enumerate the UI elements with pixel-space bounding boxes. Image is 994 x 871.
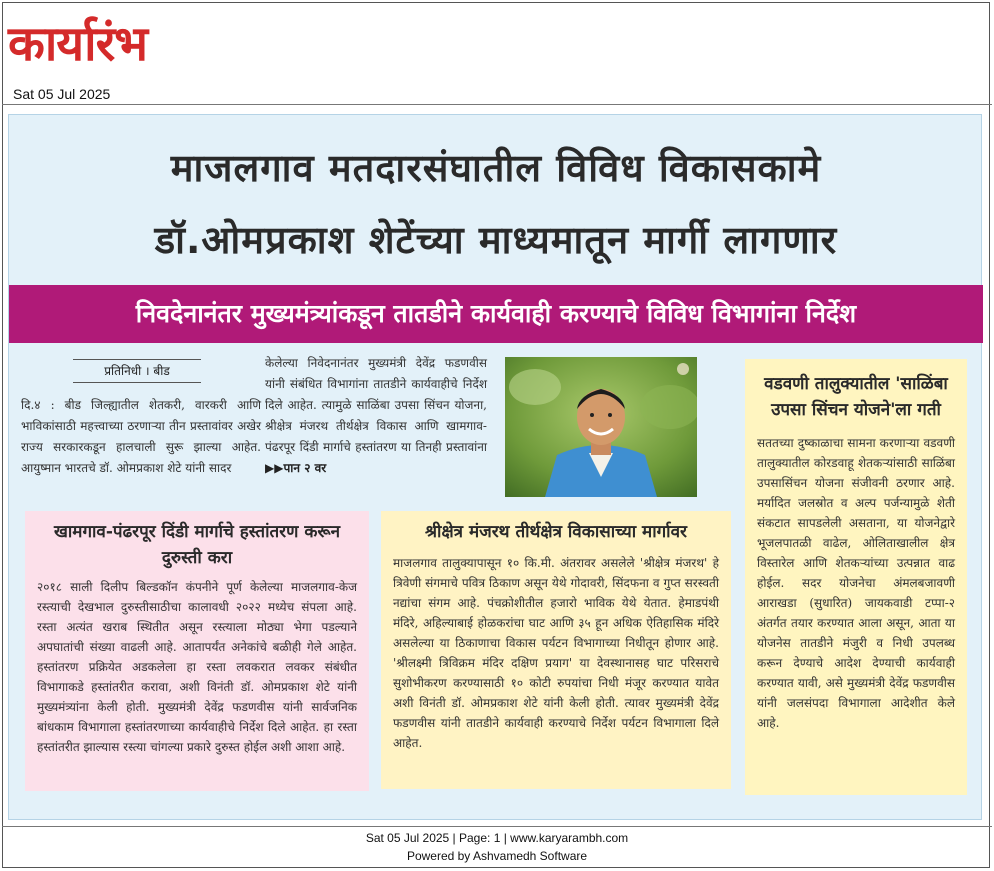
footer-credit: Powered by Ashvamedh Software bbox=[406, 849, 588, 863]
newspaper-page bbox=[8, 114, 982, 820]
headline-line-2: डॉ.ओमप्रकाश शेटेंच्या माध्यमातून मार्गी लागणार bbox=[154, 218, 838, 262]
lead-column-1: दि.४ : बीड जिल्ह्यातील शेतकरी, वारकरी आणि भाविकांसाठी महत्त्वाच्या ठरणाऱ्या तीन प्रस्तावांवर अखेर राज्य सरकारकडून हालचाली सुरू झाल्या आहेत. आयुष्मान भारतचे डॉ. ओमप्रकाश शेटे यांनी सादर bbox=[21, 398, 261, 475]
continued-marker: ▶▶पान २ वर bbox=[265, 461, 327, 475]
portrait-illustration bbox=[505, 357, 697, 497]
footer-info[interactable]: Sat 05 Jul 2025 | Page: 1 | www.karyarambh.com bbox=[365, 831, 629, 845]
pink-box-title: खामगाव-पंढरपूर दिंडी मार्गाचे हस्तांतरण करून दुरुस्ती करा bbox=[53, 522, 341, 568]
yellow-center-title: श्रीक्षेत्र मंजरथ तीर्थक्षेत्र विकासाच्या मार्गावर bbox=[425, 522, 687, 542]
portrait-photo bbox=[505, 357, 697, 497]
subheadline-band: निवदेनानंतर मुख्यमंत्र्यांकडून तातडीने कार्यवाही करण्याचे विविध विभागांना निर्देश bbox=[9, 285, 983, 343]
lead-column-2 bbox=[265, 353, 487, 479]
sidebar-yellow-box-right bbox=[745, 359, 967, 795]
edition-date: Sat 05 Jul 2025 bbox=[13, 86, 111, 102]
yellow-center-body: माजलगाव तालुक्यापासून १० कि.मी. अंतरावर असलेले 'श्रीक्षेत्र मंजरथ' हे त्रिवेणी संगमाचे पवित्र ठिकाण असून येथे गोदावरी, सिंदफना व गुप्त सरस्वती नद्यांचा संगम आहे. पंचक्रोशीतील हजारो भाविक येथे येतात. हेमाडपंथी मंदिरे, अहिल्याबाई होळकरांचा घाट आणि ३५ हून अधिक ऐतिहासिक मंदिरे असलेल्या या ठिकाणाचा विकास पर्यटन विभागाच्या निधीतून होणार आहे. 'श्रीलक्ष्मी त्रिविक्रम मंदिर दक्षिण प्रयाग' या देवस्थानासह घाट परिसराचे सुशोभीकरण करण्यासाठी १० कोटी रुपयांचा निधी मंजूर करण्यात यावेत अशी विनंती डॉ. ओमप्रकाश शेटे यांनी केली होती. त्यावर मुख्यमंत्री देवेंद्र फडणवीस यांनी तातडीने कार्यवाही करण्याचे निर्देश पर्यटन विभागाला दिले आहेत. bbox=[393, 556, 719, 750]
headline-line-1: माजलगाव मतदारसंघातील विविध विकासकामे bbox=[170, 146, 822, 190]
sidebar-yellow-box-center bbox=[381, 511, 731, 789]
divider bbox=[2, 826, 992, 827]
lead-column-2-text: केलेल्या निवेदनानंतर मुख्यमंत्री देवेंद्र फडणवीस यांनी संबंधित विभागांना तातडीने कार्यवाहीचे निर्देश दिले आहेत. त्यामुळे साळिंबा उपसा सिंचन योजना, श्रीक्षेत्र मंजरथ तीर्थक्षेत्र विकास आणि खामगाव-पंढरपूर दिंडी मार्गाचे हस्तांतरण या तिनही प्रस्तावांना bbox=[265, 356, 487, 454]
site-logo[interactable]: कार्यारंभ bbox=[8, 16, 147, 72]
sidebar-pink-box bbox=[25, 511, 369, 791]
byline: प्रतिनिधी । बीड bbox=[73, 359, 201, 383]
divider bbox=[2, 104, 992, 105]
pink-box-body: २०१८ साली दिलीप बिल्डकॉन कंपनीने पूर्ण केलेल्या माजलगाव-केज रस्त्याची देखभाल दुरुस्तीसाठीचा कालावधी २०२२ मध्येच संपला आहे. रस्ता अत्यंत खराब स्थितीत असून रस्त्याला मोठ्या भेगा पडल्याने अपघातांची संख्या वाढली आहे. आतापर्यंत अनेकांचे बळीही गेले आहेत. हस्तांतरण प्रक्रियेत अडकलेला हा रस्ता लवकरात लवकर संबंधीत विभागाकडे हस्तांतरीत करावा, अशी विनंती डॉ. ओमप्रकाश शेटे यांनी मुख्यमंत्र्यांना केली होती. मुख्यमंत्री देवेंद्र फडणवीस यांनी सार्वजनिक बांधकाम विभागाला हस्तांतरणाच्या कार्यवाहीचे निर्देश दिले आहेत. हा रस्ता हस्तांतरीत झाल्यास रस्त्या चांगल्या प्रकारे दुरुस्त होईल अशी आशा आहे. bbox=[37, 580, 357, 754]
yellow-right-title: वडवणी तालुक्यातील 'साळिंबा उपसा सिंचन योजने'ला गती bbox=[764, 374, 948, 420]
yellow-right-body: सततच्या दुष्काळाचा सामना करणाऱ्या वडवणी तालुक्यातील कोरडवाहू शेतकऱ्यांसाठी साळिंबा उपसासिंचन योजना संजीवनी ठरणार आहे. मर्यादित जलस्रोत व अल्प पर्जन्यामुळे शेती संकटात सापडलेली असताना, या योजनेद्वारे भूजलपातळी वाढेल, ओलिताखालील क्षेत्र विस्तारेल आणि शेतकऱ्यांच्या उत्पन्नात वाढ होईल. सदर योजनेचा अंमलबजावणी आराखडा (सुधारित) जायकवाडी टप्पा-२ अंतर्गत तयार करण्यात आला असून, आता या योजनेस तातडीने मंजुरी व निधी उपलब्ध करून देण्याचे आदेश देण्याची कार्यवाही करण्यात यावी, असे मुख्यमंत्री देवेंद्र फडणवीस यांनी जलसंपदा विभागाला आदेशीत केले आहे. bbox=[757, 436, 955, 730]
